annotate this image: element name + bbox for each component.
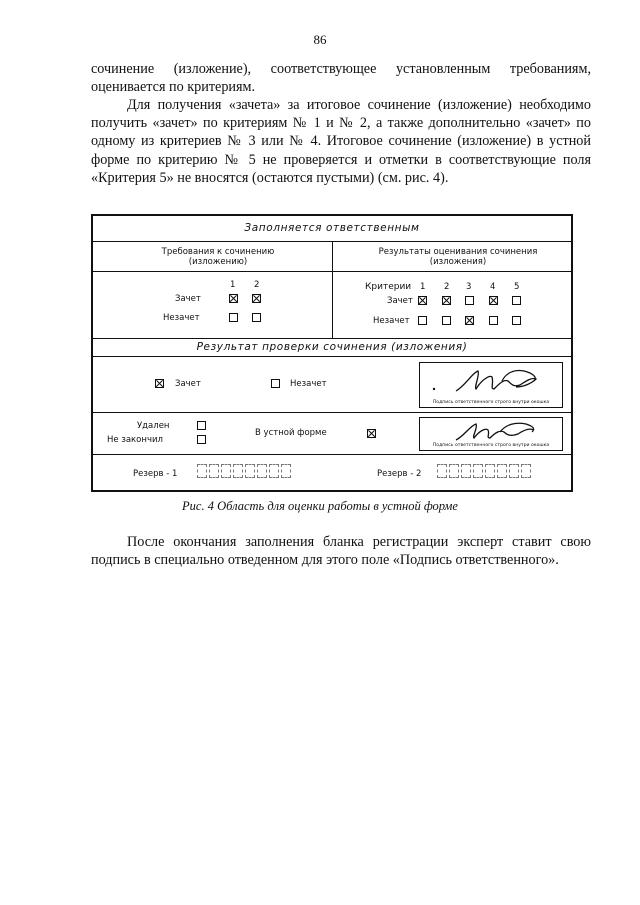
oral-form-checkbox[interactable]: [367, 429, 376, 438]
paragraph-1: сочинение (изложение), соответствующее установленным требованиям, оценивается по критериям.: [91, 61, 591, 96]
req-2-pass-checkbox[interactable]: [252, 294, 261, 303]
crit-col-1-label: 1: [420, 282, 426, 292]
crit-col-3-label: 3: [466, 282, 472, 292]
criteria-label: Критерии: [365, 282, 412, 292]
crit-3-fail-checkbox[interactable]: [465, 316, 474, 325]
divider: [93, 271, 571, 272]
reserve-2-label: Резерв - 2: [377, 469, 422, 479]
divider: [93, 412, 571, 413]
signature-caption-2: Подпись ответственного строго внутри окошка: [432, 443, 550, 448]
result-pass-checkbox[interactable]: [155, 379, 164, 388]
form-header: Заполняется ответственным: [244, 222, 420, 234]
crit-pass-label: Зачет: [387, 296, 413, 306]
crit-1-fail-checkbox[interactable]: [418, 316, 427, 325]
signature-caption-1: Подпись ответственного строго внутри окошка: [432, 400, 550, 405]
requirements-title: Требования к сочинению (изложению): [161, 247, 275, 267]
signature-1: [420, 363, 560, 401]
results-title: Результаты оценивания сочинения (изложения): [378, 247, 538, 267]
divider: [93, 338, 571, 339]
crit-col-2-label: 2: [444, 282, 450, 292]
result-fail-checkbox[interactable]: [271, 379, 280, 388]
crit-3-pass-checkbox[interactable]: [465, 296, 474, 305]
req-1-fail-checkbox[interactable]: [229, 313, 238, 322]
divider: [93, 356, 571, 357]
req-col-1-label: 1: [230, 280, 236, 290]
crit-col-4-label: 4: [490, 282, 496, 292]
crit-4-pass-checkbox[interactable]: [489, 296, 498, 305]
req-fail-label: Незачет: [163, 313, 200, 323]
removed-label: Удален: [137, 421, 170, 431]
divider: [93, 454, 571, 455]
oral-form-label: В устной форме: [255, 428, 327, 438]
paragraph-3: После окончания заполнения бланка регистрации эксперт ставит свою подпись в специально отведенном для этого поле «Подпись ответственного».: [91, 534, 591, 569]
removed-checkbox[interactable]: [197, 421, 206, 430]
signature-2: [420, 418, 560, 446]
req-pass-label: Зачет: [175, 294, 201, 304]
result-pass-label: Зачет: [175, 379, 201, 389]
signature-box-2[interactable]: [419, 417, 563, 451]
crit-2-pass-checkbox[interactable]: [442, 296, 451, 305]
signature-box-1[interactable]: [419, 362, 563, 408]
crit-4-fail-checkbox[interactable]: [489, 316, 498, 325]
result-fail-label: Незачет: [290, 379, 327, 389]
divider: [332, 241, 333, 338]
crit-2-fail-checkbox[interactable]: [442, 316, 451, 325]
crit-5-fail-checkbox[interactable]: [512, 316, 521, 325]
crit-col-5-label: 5: [514, 282, 520, 292]
oral-assessment-form: [91, 214, 573, 492]
reserve-1-label: Резерв - 1: [133, 469, 178, 479]
not-finished-checkbox[interactable]: [197, 435, 206, 444]
crit-fail-label: Незачет: [373, 316, 410, 326]
not-finished-label: Не закончил: [107, 435, 163, 445]
req-col-2-label: 2: [254, 280, 260, 290]
req-2-fail-checkbox[interactable]: [252, 313, 261, 322]
crit-1-pass-checkbox[interactable]: [418, 296, 427, 305]
paragraph-2: Для получения «зачета» за итоговое сочинение (изложение) необходимо получить «зачет» по критериям № 1 и № 2, а также дополнительно «зачет» по одному из критериев № 3 или № 4. Итоговое сочинение (изложение) в устной форме по критерию № 5 не проверяется и отметки в соответствующие поля «Критерия 5» не вносятся (остаются пустыми) (см. рис. 4).: [91, 97, 591, 186]
figure-caption: Рис. 4 Область для оценки работы в устной форме: [182, 499, 458, 513]
crit-5-pass-checkbox[interactable]: [512, 296, 521, 305]
req-1-pass-checkbox[interactable]: [229, 294, 238, 303]
page-number: 86: [313, 32, 327, 47]
check-result-title: Результат проверки сочинения (изложения): [196, 341, 468, 353]
